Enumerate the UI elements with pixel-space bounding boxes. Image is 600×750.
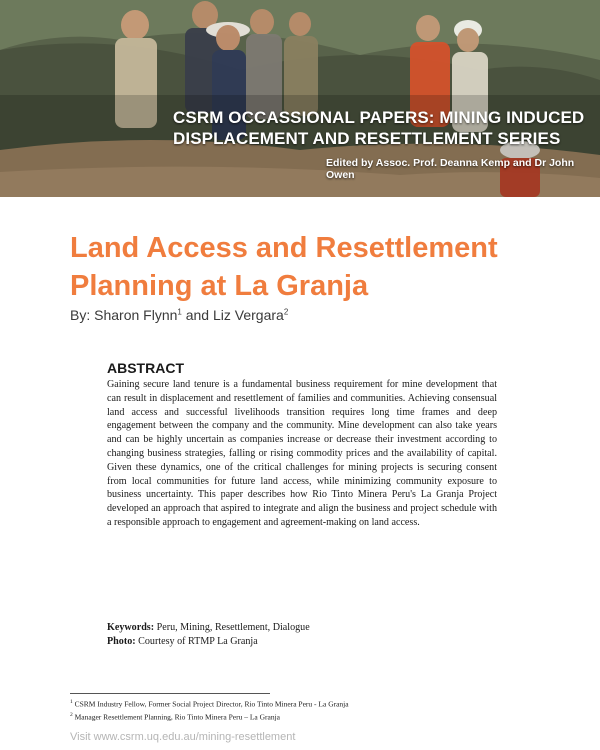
- footnote-2: [70, 710, 349, 723]
- cover-banner: [0, 0, 600, 197]
- author2-footnote-mark: 2: [283, 307, 289, 317]
- website-link[interactable]: Visit www.csrm.uq.edu.au/mining-resettlement: [70, 731, 296, 743]
- footnote-divider: [70, 693, 270, 694]
- footnotes: [70, 697, 349, 722]
- authors-line: [70, 307, 288, 323]
- series-title-line-1: CSRM OCCASSIONAL PAPERS: MINING INDUCED: [173, 108, 585, 127]
- photo-credit-value: Courtesy of RTMP La Granja: [135, 636, 258, 647]
- photo-credit-line: [107, 635, 310, 649]
- keywords-line: [107, 621, 310, 635]
- photo-credit-label: Photo:: [107, 636, 136, 647]
- author1-footnote-mark: 1: [177, 307, 182, 317]
- series-title-line-2: DISPLACEMENT AND RESETTLEMENT SERIES: [173, 129, 561, 148]
- keywords-label: Keywords:: [107, 622, 155, 633]
- footnote-1-mark: 1: [70, 699, 73, 705]
- footnote-2-mark: 2: [70, 711, 73, 718]
- series-title: [173, 107, 593, 149]
- paper-title: Land Access and Resettlement Planning at La Granja: [70, 232, 498, 302]
- paper-meta: [107, 621, 310, 649]
- abstract-body: Gaining secure land tenure is a fundamental business requirement for mine development that can result in displacement and resettlement of families and communities. Achieving consensual land access and successful livelihoods transition requires long time frames and deep engagement between the company and the community. Mine development can also take years and can be highly uncertain as companies increase or decrease their investment according to changing business strategies, falling or rising commodity prices and the availability of capital. Given these dynamics, one of the critical challenges for mining projects is securing consent from local communities for future land access, while minimizing community exposure to business uncertainty. This paper describes how Rio Tinto Minera Peru's La Granja Project developed an approach that aspired to integrate and align the business and project schedule with a responsible approach to engagement and agreement-making on land access.: [107, 379, 497, 528]
- abstract-heading: ABSTRACT: [107, 360, 184, 376]
- authors-text-1: By: Sharon Flynn: [70, 307, 178, 323]
- series-editors: Edited by Assoc. Prof. Deanna Kemp and Dr John Owen: [326, 157, 575, 181]
- authors-text-2: and Liz Vergara: [181, 307, 284, 323]
- footnote-2-text: Manager Resettlement Planning, Rio Tinto Minera Peru – La Granja: [72, 712, 281, 721]
- keywords-value: Peru, Mining, Resettlement, Dialogue: [154, 622, 310, 633]
- footnote-1: [70, 697, 349, 710]
- footnote-1-text: CSRM Industry Fellow, Former Social Project Director, Rio Tinto Minera Peru - La Granja: [72, 699, 349, 709]
- abstract-section: [107, 360, 497, 530]
